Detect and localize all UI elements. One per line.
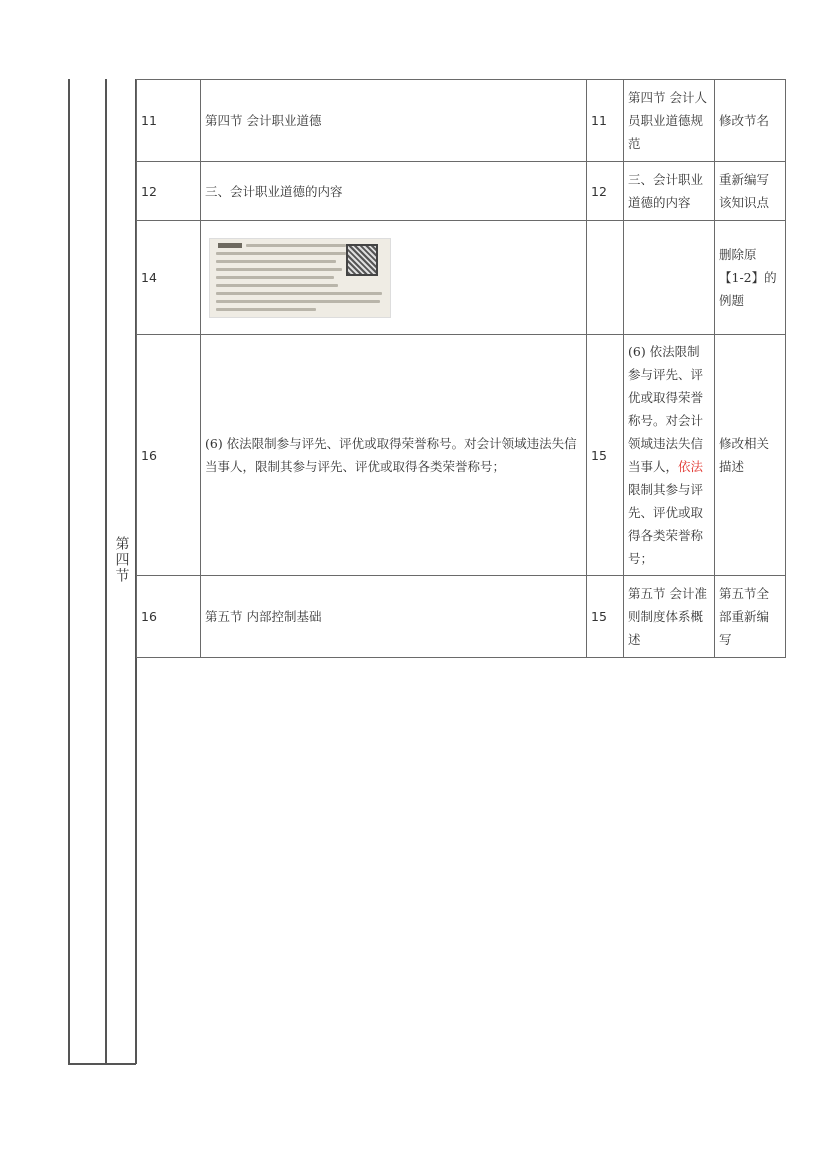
orig-page-cell: 12 (137, 162, 201, 221)
table-row (137, 576, 786, 658)
orig-image-cell (201, 221, 587, 335)
new-text-part: 限制其参与评先、评优或取得各类荣誉称号； (628, 482, 704, 566)
orig-page-cell: 16 (137, 576, 201, 658)
table-row (137, 335, 786, 576)
table-row (137, 162, 786, 221)
orig-text-cell: (6) 依法限制参与评先、评优或取得荣誉称号。对会计领域违法失信当事人，限制其参与评先、评优或取得各类荣誉称号； (201, 335, 587, 576)
remark-cell: 第五节全部重新编写 (715, 576, 786, 658)
highlighted-text: 依法 (678, 459, 704, 474)
new-page-cell: 15 (587, 335, 624, 576)
new-page-cell: 11 (587, 80, 624, 162)
orig-page-cell: 16 (137, 335, 201, 576)
outer-left-border (68, 79, 70, 1064)
new-text-cell (624, 221, 715, 335)
new-text-cell: 三、会计职业道德的内容 (624, 162, 715, 221)
orig-text-cell: 第五节 内部控制基础 (201, 576, 587, 658)
new-text-cell (624, 335, 715, 576)
new-text-cell: 第四节 会计人员职业道德规范 (624, 80, 715, 162)
qr-code-icon (346, 244, 378, 276)
orig-page-cell: 14 (137, 221, 201, 335)
remark-cell: 删除原【1-2】的例题 (715, 221, 786, 335)
remark-cell: 重新编写该知识点 (715, 162, 786, 221)
section-label: 第四节 (113, 536, 130, 584)
remark-cell: 修改相关描述 (715, 335, 786, 576)
orig-text-cell: 第四节 会计职业道德 (201, 80, 587, 162)
new-text-part: (6) 依法限制参与评先、评优或取得荣誉称号。对会计领域违法失信当事人， (628, 344, 704, 474)
new-page-cell: 12 (587, 162, 624, 221)
revision-table (136, 79, 786, 658)
remark-cell: 修改节名 (715, 80, 786, 162)
table-row (137, 221, 786, 335)
new-page-cell: 15 (587, 576, 624, 658)
new-page-cell (587, 221, 624, 335)
example-image (209, 238, 391, 318)
orig-page-cell: 11 (137, 80, 201, 162)
table-row (137, 80, 786, 162)
table-bottom-border (68, 1063, 136, 1065)
new-text-cell: 第五节 会计准则制度体系概述 (624, 576, 715, 658)
orig-text-cell: 三、会计职业道德的内容 (201, 162, 587, 221)
